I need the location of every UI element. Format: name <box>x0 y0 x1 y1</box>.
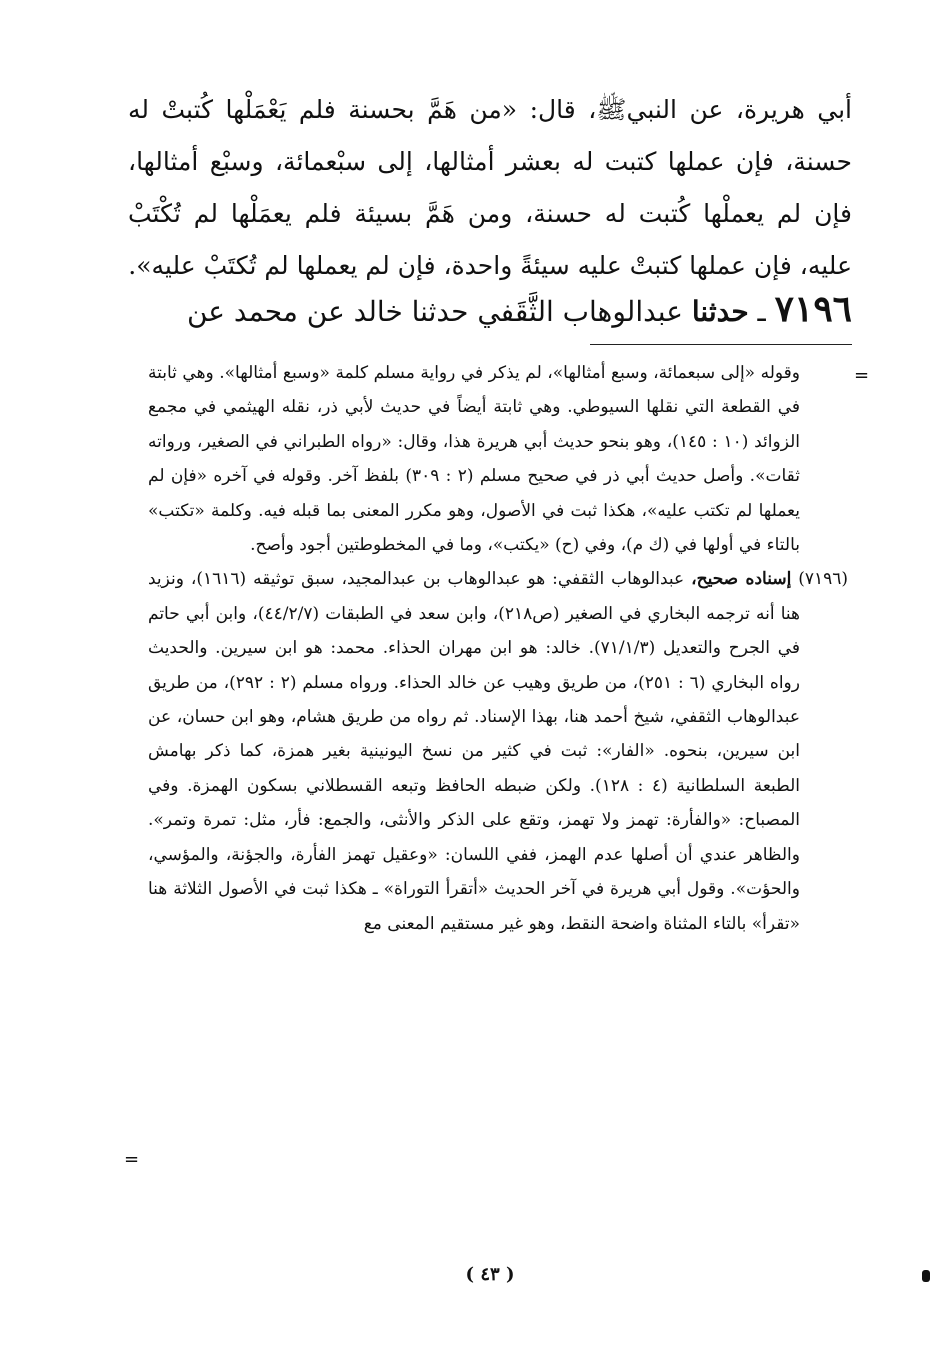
hadith-number: ٧١٩٦ <box>774 288 852 330</box>
hadith-keyword: حدثنا <box>691 295 749 328</box>
footnote-continued: وقوله «إلى سبعمائة، وسبع أمثالها»، لم يذكر في رواية مسلم كلمة «وسبع أمثالها». وهي ثابتة في القطعة التي نقلها السيوطي. وهي ثابتة أيضاً في حديث لأبي ذر، نقله الهيثمي في مجمع الزوائد (١٠ : ١٤٥)، وهو بنحو حديث أبي هريرة هذا، وقال: «رواه الطبراني في الصغير، ورواته ثقات». وأصل حديث أبي ذر في صحيح مسلم (٢ : ٣٠٩) بلفظ آخر. وقوله في آخره «فإن لم يعملها لم تكتب عليه»، هكذا ثبت في الأصول، وهو مكرر المعنى بما قبله فيه. وكلمة «تكتب» بالتاء في أولها في (ك م)، وفي (ح) «يكتب»، وما في المخطوطتين أجود وأصح. <box>148 363 801 556</box>
hadith-heading <box>140 282 852 336</box>
continuation-marker-top: = <box>854 365 870 386</box>
hadith-dash: ـ <box>757 295 766 328</box>
footnote-entry <box>148 562 848 940</box>
main-paragraph: أبي هريرة، عن النبيﷺ، قال: «من هَمَّ بحسنة فلم يَعْمَلْها كُتبتْ له حسنة، فإن عملها كتبت له بعشر أمثالها، إلى سبْعمائة، وسبْع أمثالها، فإن لم يعملْها كُتبت له حسنة، ومن هَمَّ بسيئة فلم يعمَلْها لم تُكْتَبْ عليه، فإن عملها كتبتْ عليه سيئةً واحدة، فإن لم يعملها لم تُكتَبْ عليه». <box>128 95 852 280</box>
footnote-entry-label: إسناده صحيح، <box>691 569 792 590</box>
footnote-entry-text: عبدالوهاب الثقفي: هو عبدالوهاب بن عبدالمجيد، سبق توثيقه (١٦١٦)، ونزيد هنا أنه ترجمه البخاري في الصغير (ص٢١٨)، وابن سعد في الطبقات (٤٤/٢/٧)، وابن أبي حاتم في الجرح والتعديل (٧١/١/٣). خالد: هو ابن مهران الحذاء. محمد: هو ابن سيرين. والحديث رواه البخاري (٦ : ٢٥١)، من طريق وهيب عن خالد الحذاء. ورواه مسلم (٢ : ٢٩٢)، من طريق عبدالوهاب الثقفي، شيخ أحمد هنا، بهذا الإسناد. ثم رواه من طريق هشام، وهو ابن حسان، عن ابن سيرين، بنحوه. «الفار»: ثبت في كثير من نسخ اليونينية بغير همزة، كما ذكر بهامش الطبعة السلطانية (٤ : ١٢٨). ولكن ضبطه الحافظ وتبعه القسطلاني بسكون الهمزة. وفي المصباح: «والفأرة: تهمز ولا تهمز، وتقع على الذكر والأنثى، والجمع: فأر، مثل: تمرة وتمر». والظاهر عندي أن أصلها عدم الهمز، ففي اللسان: «وعقيل تهمز الفأرة، والجؤنة، والمؤسي، والحؤت». وقول أبي هريرة في آخر الحديث «أتقرأ التوراة» ـ هكذا ثبت في الأصول الثلاثة هنا «تقرأ» بالتاء المثناة واضحة النقط، وهو غير مستقيم المعنى مع <box>148 569 801 934</box>
continuation-marker-bottom: = <box>124 1149 140 1170</box>
hadith-chain: عبدالوهاب الثَّقَفي حدثنا خالد عن محمد عن <box>186 295 683 328</box>
main-text <box>128 84 852 292</box>
page-number: ( ٤٣ ) <box>465 1264 515 1285</box>
footnote-entry-number: (٧١٩٦) <box>798 569 849 590</box>
page-edge-mark <box>922 1270 930 1282</box>
footnote-separator <box>590 344 852 345</box>
footnotes <box>148 356 848 941</box>
